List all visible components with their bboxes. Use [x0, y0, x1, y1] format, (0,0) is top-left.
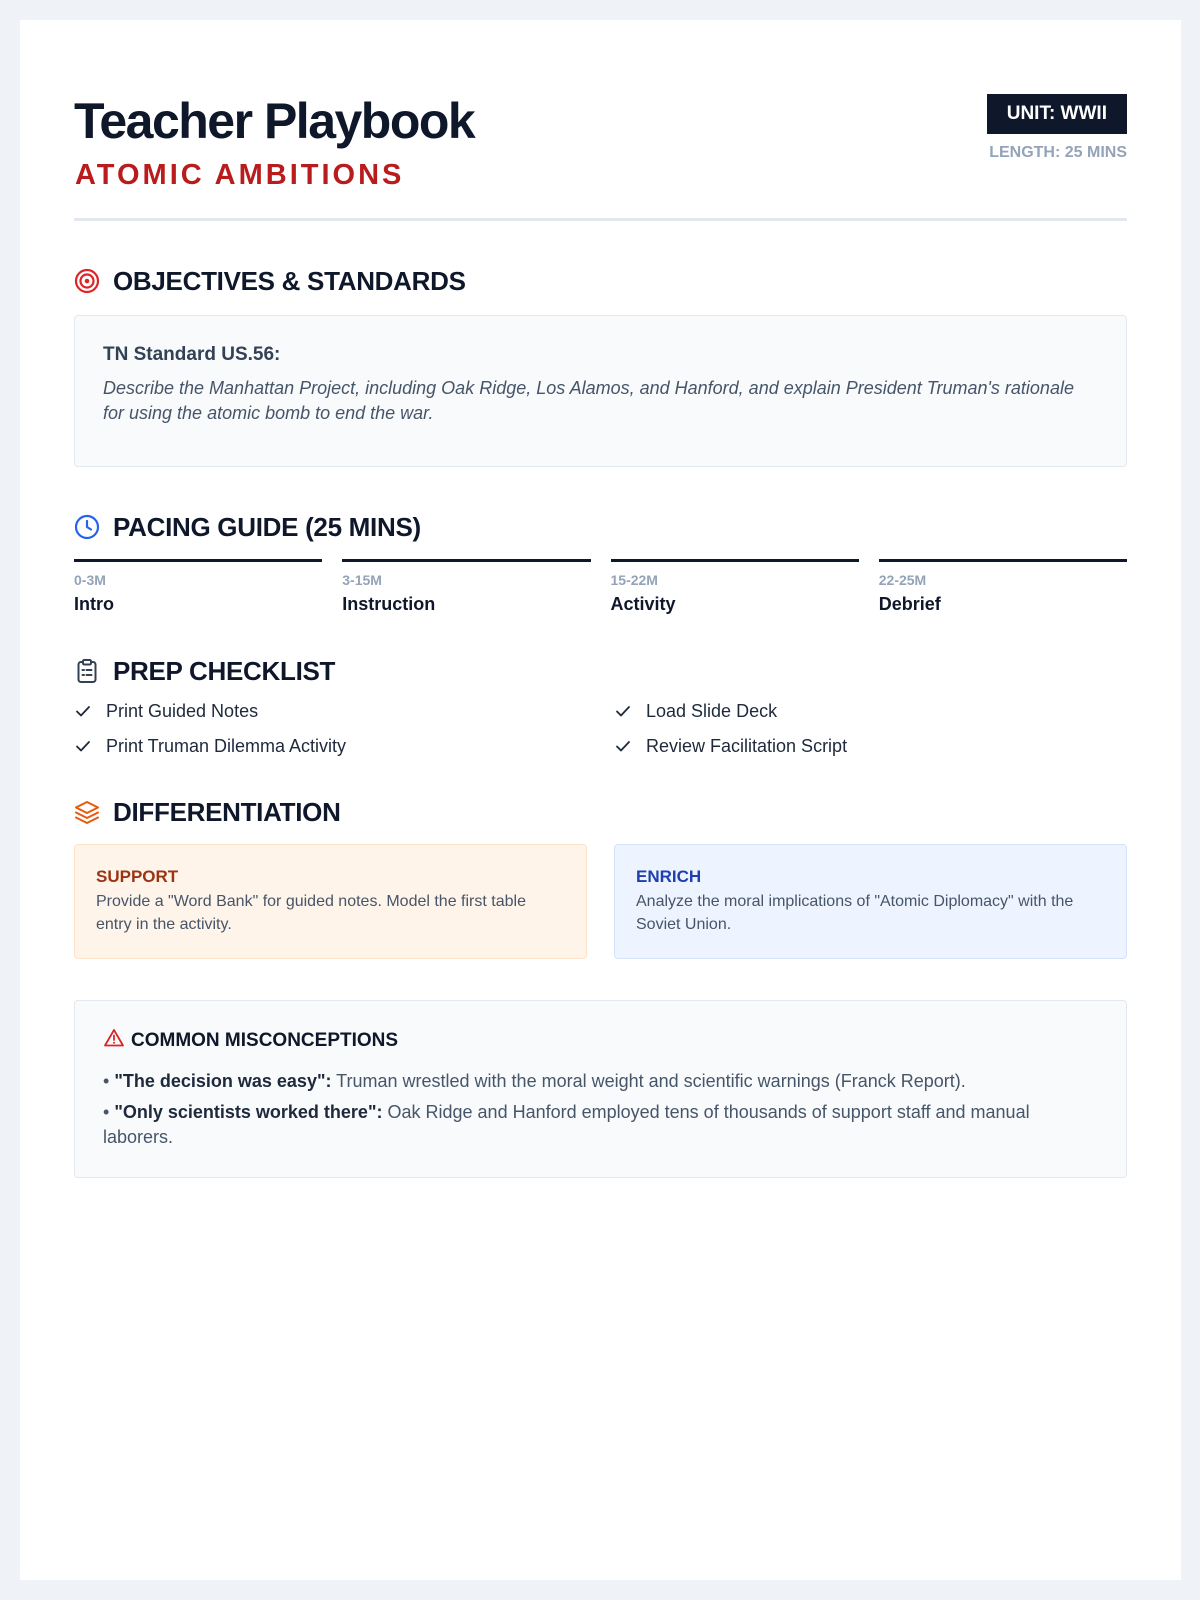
pacing-step: [342, 559, 590, 615]
pacing-label: Debrief: [878, 594, 941, 614]
pacing-timeline: [74, 559, 1127, 615]
checklist-item: [614, 734, 1114, 758]
warning-icon: [103, 1027, 125, 1055]
bullet: •: [103, 1102, 110, 1122]
checklist-item-label: Review Facilitation Script: [646, 735, 848, 756]
target-icon: [74, 268, 100, 294]
objectives-heading: [74, 263, 1127, 299]
checklist-item: [614, 699, 1114, 723]
differentiation-heading: [74, 794, 1127, 830]
misconception-item: [103, 1069, 1098, 1094]
layers-icon: [74, 799, 100, 825]
pacing-label: Instruction: [342, 594, 436, 614]
pacing-label: Activity: [610, 594, 676, 614]
misconception-text: Truman wrestled with the moral weight and scientific warnings (Franck Report).: [336, 1071, 966, 1091]
checklist-item-label: Print Guided Notes: [106, 700, 259, 721]
clipboard-icon: [74, 658, 100, 684]
bullet: •: [103, 1071, 110, 1091]
pacing-heading-label: PACING GUIDE (25 MINS): [113, 511, 421, 542]
pacing-time: 22-25M: [878, 572, 927, 588]
pacing-heading: [74, 509, 1127, 545]
support-card: [74, 844, 587, 959]
pacing-time: 15-22M: [610, 572, 658, 588]
misconceptions-heading: [103, 1027, 1098, 1055]
check-icon: [614, 737, 632, 755]
enrich-text: Analyze the moral implications of "Atomic Diplomacy" with the Soviet Union.: [636, 893, 1074, 933]
support-text: Provide a "Word Bank" for guided notes. Model the first table entry in the activity.: [96, 893, 526, 933]
lesson-subtitle: ATOMIC AMBITIONS: [75, 159, 405, 191]
standard-title: TN Standard US.56:: [103, 344, 281, 365]
support-title: SUPPORT: [96, 867, 179, 886]
checklist-item-label: Print Truman Dilemma Activity: [106, 735, 347, 756]
checklist-item: [74, 734, 614, 758]
check-icon: [614, 702, 632, 720]
prep-heading: [74, 653, 1127, 689]
check-icon: [74, 737, 92, 755]
page-title: Teacher Playbook: [74, 93, 475, 149]
pacing-step: [879, 559, 1127, 615]
clock-icon: [74, 514, 100, 540]
misconception-text: Oak Ridge and Hanford employed tens of thousands of support staff and manual laborers.: [103, 1102, 1030, 1147]
pacing-label: Intro: [74, 594, 114, 614]
standard-text: Describe the Manhattan Project, including Oak Ridge, Los Alamos, and Hanford, and explain President Truman's rationale for using the atomic bomb to end the war.: [103, 378, 1074, 423]
lesson-length: LENGTH: 25 MINS: [989, 144, 1127, 161]
misconceptions-box: [74, 1000, 1127, 1178]
misconception-term: "The decision was easy":: [114, 1071, 332, 1091]
enrich-title: ENRICH: [636, 867, 702, 886]
differentiation-cards: [74, 844, 1127, 959]
header: [74, 76, 1127, 221]
standard-box: [74, 315, 1127, 467]
pacing-step: [74, 559, 322, 615]
prep-checklist: [74, 699, 1127, 758]
checklist-item: [74, 699, 614, 723]
misconception-term: "Only scientists worked there":: [114, 1102, 383, 1122]
pacing-step: [611, 559, 859, 615]
playbook-page: [20, 20, 1181, 1580]
pacing-time: 3-15M: [342, 572, 382, 588]
checklist-item-label: Load Slide Deck: [646, 700, 778, 721]
enrich-card: [614, 844, 1127, 959]
pacing-time: 0-3M: [74, 572, 106, 588]
misconception-item: [103, 1100, 1098, 1150]
differentiation-heading-label: DIFFERENTIATION: [113, 796, 341, 827]
objectives-heading-label: OBJECTIVES & STANDARDS: [113, 265, 466, 296]
unit-badge: UNIT: WWII: [987, 94, 1127, 134]
check-icon: [74, 702, 92, 720]
misconceptions-heading-label: COMMON MISCONCEPTIONS: [131, 1030, 399, 1051]
prep-heading-label: PREP CHECKLIST: [113, 655, 336, 686]
